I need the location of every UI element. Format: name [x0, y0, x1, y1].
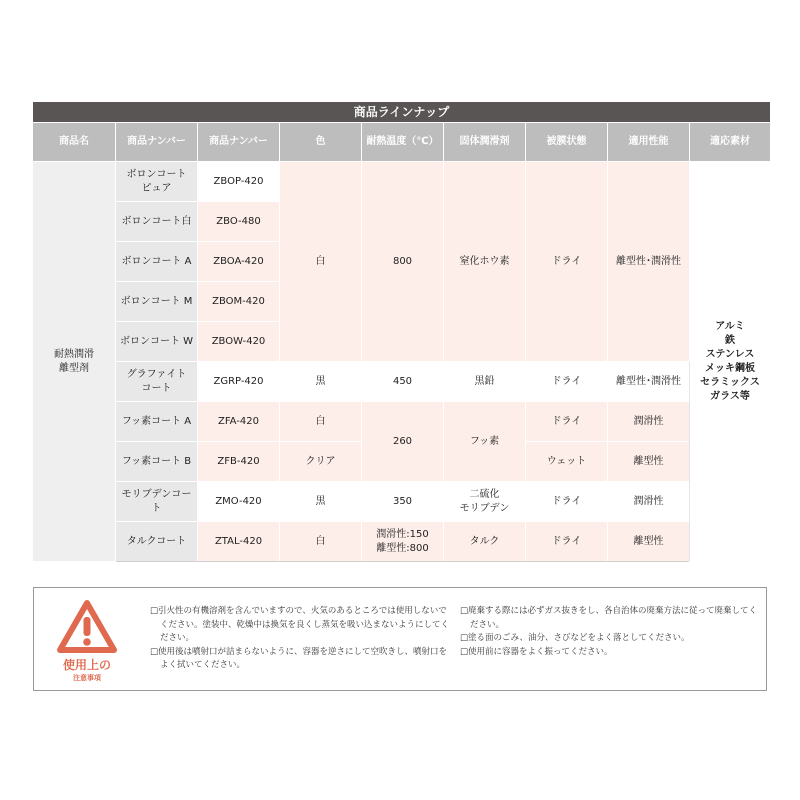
product-name-cell: モリブデンコート: [116, 482, 198, 522]
caution-notes-left: [150, 605, 450, 673]
color-cell: クリア: [280, 442, 362, 482]
color-cell: 黒: [280, 482, 362, 522]
table-row: [33, 162, 771, 202]
temp-cell: [362, 522, 444, 562]
temp-cell: 260: [362, 402, 444, 482]
product-name: グラファイト コート: [126, 368, 187, 394]
product-number-cell: ZMO-420: [198, 482, 280, 522]
header-color: 色: [280, 123, 362, 162]
product-number-cell: ZTAL-420: [198, 522, 280, 562]
film-cell: ドライ: [526, 402, 608, 442]
table-row: [33, 402, 771, 442]
product-number-cell: ZFB-420: [198, 442, 280, 482]
product-number-cell: ZBOA-420: [198, 242, 280, 282]
color-cell: 白: [280, 162, 362, 362]
film-cell: ドライ: [526, 362, 608, 402]
product-lineup-table: [32, 101, 771, 562]
table-row: [33, 522, 771, 562]
warning-triangle-icon: [56, 599, 118, 655]
product-number-cell: ZBOM-420: [198, 282, 280, 322]
header-product-name: 商品名: [33, 123, 116, 162]
lubricant-cell: タルク: [444, 522, 526, 562]
product-name-cell: ボロンコート A: [116, 242, 198, 282]
product-name-cell: フッ素コート A: [116, 402, 198, 442]
caution-subtitle: 注意事項: [73, 674, 101, 682]
film-cell: ドライ: [526, 162, 608, 362]
header-product-number-2: 商品ナンバー: [198, 123, 280, 162]
caution-title: 使用上の: [62, 658, 111, 672]
category-label: 耐熱潤滑 離型剤: [54, 348, 94, 374]
header-film-state: 被膜状態: [526, 123, 608, 162]
product-number-cell: ZGRP-420: [198, 362, 280, 402]
film-cell: ドライ: [526, 482, 608, 522]
color-cell: 白: [280, 402, 362, 442]
category-cell: [33, 162, 116, 562]
product-number-cell: ZBOP-420: [198, 162, 280, 202]
product-name-cell: ボロンコート白: [116, 202, 198, 242]
temp-cell: 350: [362, 482, 444, 522]
caution-note: □使用前に容器をよく振ってください。: [460, 646, 613, 657]
product-name-cell: [116, 362, 198, 402]
product-number-cell: ZBO-480: [198, 202, 280, 242]
performance-cell: 潤滑性: [608, 402, 690, 442]
materials-cell: [690, 162, 771, 562]
caution-note: □廃棄する際には必ずガス抜きをし、各自治体の廃棄方法に従って廃棄してください。: [460, 606, 757, 630]
product-number-cell: ZBOW-420: [198, 322, 280, 362]
header-materials: 適応素材: [690, 123, 771, 162]
product-name: ボロンコート ピュア: [126, 168, 187, 194]
caution-box: [33, 587, 767, 691]
table-title: 商品ラインナップ: [33, 102, 771, 123]
performance-cell: 潤滑性: [608, 482, 690, 522]
performance-cell: 離型性･潤滑性: [608, 162, 690, 362]
table-row: [33, 362, 771, 402]
temp-cell: 800: [362, 162, 444, 362]
product-name-cell: [116, 162, 198, 202]
header-performance: 適用性能: [608, 123, 690, 162]
color-cell: 白: [280, 522, 362, 562]
product-name-cell: タルクコート: [116, 522, 198, 562]
table-row: [33, 482, 771, 522]
film-cell: ドライ: [526, 522, 608, 562]
lubricant-label: 二硫化 モリブデン: [459, 488, 510, 514]
film-cell: ウェット: [526, 442, 608, 482]
caution-note: □使用後は噴射口が詰まらないように、容器を逆さにして空吹きし、噴射口をよく拭いてください。: [150, 646, 448, 670]
product-name-cell: ボロンコート W: [116, 322, 198, 362]
caution-notes-right: [460, 605, 760, 659]
temp-cell: 450: [362, 362, 444, 402]
header-heat-resistance: 耐熱温度（℃）: [362, 123, 444, 162]
lubricant-cell: [444, 482, 526, 522]
caution-note: □塗る面のごみ、油分、さびなどをよく落としてください。: [460, 633, 690, 643]
caution-note: □引火性の有機溶剤を含んでいますので、火気のあるところでは使用しないでください。塗装中、乾燥中は換気を良くし蒸気を吸い込まないようにしてください。: [150, 606, 450, 643]
performance-cell: 離型性･潤滑性: [608, 362, 690, 402]
performance-cell: 離型性: [608, 522, 690, 562]
product-name-cell: ボロンコート M: [116, 282, 198, 322]
lubricant-cell: 黒鉛: [444, 362, 526, 402]
product-name-cell: フッ素コート B: [116, 442, 198, 482]
materials-label: アルミ 鉄 ステンレス メッキ鋼板 セラミックス ガラス等: [700, 320, 760, 402]
header-solid-lubricant: 固体潤滑剤: [444, 123, 526, 162]
color-cell: 黒: [280, 362, 362, 402]
temp-label: 潤滑性:150 離型性:800: [376, 528, 429, 554]
product-number-cell: ZFA-420: [198, 402, 280, 442]
lubricant-cell: フッ素: [444, 402, 526, 482]
performance-cell: 離型性: [608, 442, 690, 482]
lubricant-cell: 窒化ホウ素: [444, 162, 526, 362]
header-product-number: 商品ナンバー: [116, 123, 198, 162]
